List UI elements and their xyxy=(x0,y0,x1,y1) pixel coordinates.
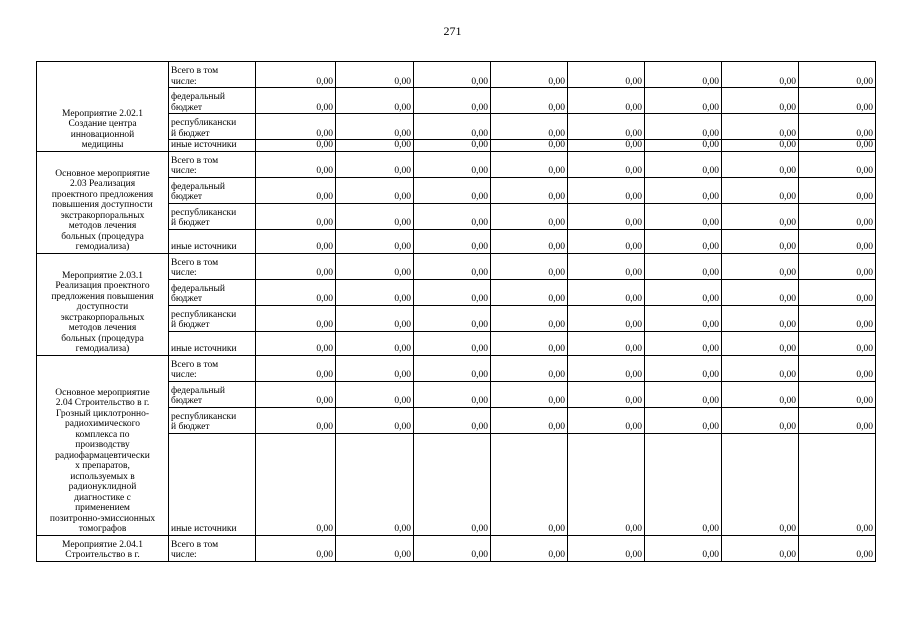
funding-source-line: й бюджет xyxy=(171,422,210,432)
amount-cell: 0,00 xyxy=(336,331,414,355)
measure-name-line: Основное мероприятие xyxy=(55,168,150,179)
funding-source-line: й бюджет xyxy=(171,218,210,228)
amount-cell: 0,00 xyxy=(414,229,491,253)
amount-cell: 0,00 xyxy=(256,433,336,535)
amount-cell: 0,00 xyxy=(799,433,876,535)
amount-cell: 0,00 xyxy=(722,203,799,229)
amount-cell: 0,00 xyxy=(491,381,568,407)
table-row xyxy=(37,535,876,561)
amount-cell: 0,00 xyxy=(799,151,876,177)
measure-name-line: гемодиализа) xyxy=(75,344,130,354)
measure-name-line: 2.04 Строительство в г. xyxy=(55,398,150,408)
amount-cell: 0,00 xyxy=(491,140,568,152)
amount-cell: 0,00 xyxy=(336,305,414,331)
amount-cell: 0,00 xyxy=(645,151,722,177)
funding-source-line: й бюджет xyxy=(171,320,210,330)
amount-cell: 0,00 xyxy=(645,114,722,140)
amount-cell: 0,00 xyxy=(722,177,799,203)
measure-name-line: Мероприятие 2.04.1 xyxy=(62,539,143,550)
amount-cell: 0,00 xyxy=(491,177,568,203)
amount-cell: 0,00 xyxy=(414,305,491,331)
amount-cell: 0,00 xyxy=(256,62,336,88)
funding-source xyxy=(169,114,256,140)
measure-name xyxy=(37,355,169,535)
amount-cell: 0,00 xyxy=(645,140,722,152)
amount-cell: 0,00 xyxy=(414,331,491,355)
measure-name xyxy=(37,535,169,561)
measure-name-line: позитронно-эмиссионных xyxy=(49,513,156,524)
measure-name-line: проектного предложения xyxy=(51,189,154,200)
funding-source xyxy=(169,355,256,381)
funding-source xyxy=(169,140,256,152)
measure-name-line: предложения повышения xyxy=(51,291,154,302)
amount-cell: 0,00 xyxy=(336,62,414,88)
funding-source-line: федеральный xyxy=(171,283,225,294)
amount-cell: 0,00 xyxy=(414,535,491,561)
measure-name-line: применением xyxy=(75,503,130,513)
amount-cell: 0,00 xyxy=(568,253,645,279)
amount-cell: 0,00 xyxy=(256,151,336,177)
measure-name-line: доступности xyxy=(76,302,129,312)
measure-name-line: больных (процедура xyxy=(61,333,144,344)
funding-source-line: Всего в том xyxy=(171,66,219,76)
funding-source-line: федеральный xyxy=(171,181,225,192)
amount-cell: 0,00 xyxy=(799,279,876,305)
amount-cell: 0,00 xyxy=(336,140,414,152)
amount-cell: 0,00 xyxy=(722,355,799,381)
amount-cell: 0,00 xyxy=(491,535,568,561)
amount-cell: 0,00 xyxy=(491,279,568,305)
amount-cell: 0,00 xyxy=(336,88,414,114)
amount-cell: 0,00 xyxy=(645,62,722,88)
measure-name-line: Грозный циклотронно- xyxy=(55,408,150,419)
funding-source-line: Всего в том xyxy=(171,155,219,166)
budget-table-body xyxy=(37,62,876,562)
measure-name-line: медицины xyxy=(81,140,124,150)
amount-cell: 0,00 xyxy=(414,433,491,535)
amount-cell: 0,00 xyxy=(491,253,568,279)
amount-cell: 0,00 xyxy=(722,305,799,331)
amount-cell: 0,00 xyxy=(256,114,336,140)
funding-source xyxy=(169,433,256,535)
funding-source xyxy=(169,407,256,433)
funding-source-line: й бюджет xyxy=(171,128,210,139)
amount-cell: 0,00 xyxy=(645,381,722,407)
amount-cell: 0,00 xyxy=(491,355,568,381)
amount-cell: 0,00 xyxy=(414,114,491,140)
amount-cell: 0,00 xyxy=(491,203,568,229)
measure-name-line: больных (процедура xyxy=(61,231,144,242)
amount-cell: 0,00 xyxy=(799,253,876,279)
funding-source-line: федеральный xyxy=(171,385,225,396)
measure-name-line: Создание центра xyxy=(68,119,137,129)
page-number: 271 xyxy=(443,24,462,38)
measure-name-line: методов лечения xyxy=(68,221,137,231)
funding-source xyxy=(169,253,256,279)
amount-cell: 0,00 xyxy=(256,355,336,381)
amount-cell: 0,00 xyxy=(414,151,491,177)
measure-name-line: радиохимического xyxy=(64,419,141,429)
funding-source-line: бюджет xyxy=(171,396,203,406)
measure-name-line: инновационной xyxy=(70,129,135,140)
amount-cell: 0,00 xyxy=(722,535,799,561)
funding-source-line: бюджет xyxy=(171,192,203,202)
amount-cell: 0,00 xyxy=(336,381,414,407)
amount-cell: 0,00 xyxy=(414,381,491,407)
amount-cell: 0,00 xyxy=(645,253,722,279)
amount-cell: 0,00 xyxy=(645,535,722,561)
amount-cell: 0,00 xyxy=(491,331,568,355)
amount-cell: 0,00 xyxy=(645,177,722,203)
funding-source-line: республикански xyxy=(171,309,237,320)
amount-cell: 0,00 xyxy=(722,331,799,355)
funding-source-line: республикански xyxy=(171,207,237,218)
amount-cell: 0,00 xyxy=(256,279,336,305)
measure-name-line: радионуклидной xyxy=(68,482,137,492)
measure-name-line: диагностике с xyxy=(74,492,131,503)
amount-cell: 0,00 xyxy=(491,305,568,331)
amount-cell: 0,00 xyxy=(722,407,799,433)
amount-cell: 0,00 xyxy=(336,177,414,203)
amount-cell: 0,00 xyxy=(414,62,491,88)
amount-cell: 0,00 xyxy=(568,151,645,177)
table-row xyxy=(37,62,876,88)
amount-cell: 0,00 xyxy=(336,433,414,535)
amount-cell: 0,00 xyxy=(256,331,336,355)
amount-cell: 0,00 xyxy=(414,253,491,279)
amount-cell: 0,00 xyxy=(568,407,645,433)
funding-source-line: числе: xyxy=(171,550,197,560)
funding-source xyxy=(169,203,256,229)
amount-cell: 0,00 xyxy=(336,355,414,381)
amount-cell: 0,00 xyxy=(645,355,722,381)
funding-source-line: республикански xyxy=(171,118,237,128)
measure-name-line: радиофармацевтически xyxy=(55,450,150,461)
measure-name-line: комплекса по xyxy=(75,429,130,440)
funding-source-line: Всего в том xyxy=(171,539,219,550)
amount-cell: 0,00 xyxy=(568,381,645,407)
funding-source-line: иные источники xyxy=(171,344,237,354)
amount-cell: 0,00 xyxy=(568,88,645,114)
amount-cell: 0,00 xyxy=(491,62,568,88)
amount-cell: 0,00 xyxy=(256,88,336,114)
amount-cell: 0,00 xyxy=(799,355,876,381)
funding-source xyxy=(169,535,256,561)
amount-cell: 0,00 xyxy=(336,114,414,140)
amount-cell: 0,00 xyxy=(645,305,722,331)
amount-cell: 0,00 xyxy=(336,535,414,561)
amount-cell: 0,00 xyxy=(336,151,414,177)
funding-source-line: Всего в том xyxy=(171,257,219,268)
funding-source xyxy=(169,279,256,305)
amount-cell: 0,00 xyxy=(491,433,568,535)
amount-cell: 0,00 xyxy=(491,407,568,433)
funding-source xyxy=(169,177,256,203)
amount-cell: 0,00 xyxy=(568,355,645,381)
measure-name-line: гемодиализа) xyxy=(75,242,130,252)
funding-source xyxy=(169,88,256,114)
amount-cell: 0,00 xyxy=(414,203,491,229)
amount-cell: 0,00 xyxy=(491,151,568,177)
amount-cell: 0,00 xyxy=(799,535,876,561)
measure-name-line: экстракорпоральных xyxy=(60,210,145,221)
amount-cell: 0,00 xyxy=(256,177,336,203)
amount-cell: 0,00 xyxy=(722,433,799,535)
amount-cell: 0,00 xyxy=(799,62,876,88)
measure-name xyxy=(37,151,169,253)
amount-cell: 0,00 xyxy=(336,407,414,433)
funding-source xyxy=(169,331,256,355)
funding-source xyxy=(169,381,256,407)
table-row xyxy=(37,355,876,381)
amount-cell: 0,00 xyxy=(645,203,722,229)
amount-cell: 0,00 xyxy=(799,140,876,152)
amount-cell: 0,00 xyxy=(568,62,645,88)
measure-name-line: повышения доступности xyxy=(52,200,153,210)
measure-name-line: томографов xyxy=(78,524,127,534)
amount-cell: 0,00 xyxy=(568,229,645,253)
funding-source-line: числе: xyxy=(171,370,197,380)
funding-source-line: республикански xyxy=(171,411,237,422)
amount-cell: 0,00 xyxy=(568,177,645,203)
funding-source-line: иные источники xyxy=(171,140,237,150)
amount-cell: 0,00 xyxy=(256,140,336,152)
amount-cell: 0,00 xyxy=(799,305,876,331)
amount-cell: 0,00 xyxy=(722,381,799,407)
measure-name-line: Основное мероприятие xyxy=(55,387,150,398)
amount-cell: 0,00 xyxy=(336,253,414,279)
amount-cell: 0,00 xyxy=(568,203,645,229)
amount-cell: 0,00 xyxy=(414,407,491,433)
funding-source xyxy=(169,229,256,253)
amount-cell: 0,00 xyxy=(645,331,722,355)
amount-cell: 0,00 xyxy=(722,279,799,305)
amount-cell: 0,00 xyxy=(799,114,876,140)
amount-cell: 0,00 xyxy=(414,88,491,114)
amount-cell: 0,00 xyxy=(256,407,336,433)
amount-cell: 0,00 xyxy=(568,140,645,152)
amount-cell: 0,00 xyxy=(414,140,491,152)
measure-name-line: Строительство в г. xyxy=(65,550,140,560)
amount-cell: 0,00 xyxy=(799,381,876,407)
amount-cell: 0,00 xyxy=(799,229,876,253)
amount-cell: 0,00 xyxy=(645,88,722,114)
amount-cell: 0,00 xyxy=(414,355,491,381)
budget-table xyxy=(36,61,876,562)
amount-cell: 0,00 xyxy=(722,88,799,114)
amount-cell: 0,00 xyxy=(414,177,491,203)
amount-cell: 0,00 xyxy=(568,535,645,561)
amount-cell: 0,00 xyxy=(336,229,414,253)
amount-cell: 0,00 xyxy=(645,433,722,535)
funding-source-line: иные источники xyxy=(171,524,237,534)
measure-name xyxy=(37,62,169,152)
amount-cell: 0,00 xyxy=(722,114,799,140)
amount-cell: 0,00 xyxy=(568,305,645,331)
amount-cell: 0,00 xyxy=(336,203,414,229)
amount-cell: 0,00 xyxy=(256,229,336,253)
amount-cell: 0,00 xyxy=(568,279,645,305)
amount-cell: 0,00 xyxy=(722,62,799,88)
amount-cell: 0,00 xyxy=(256,203,336,229)
amount-cell: 0,00 xyxy=(722,140,799,152)
amount-cell: 0,00 xyxy=(799,177,876,203)
funding-source-line: числе: xyxy=(171,268,197,278)
amount-cell: 0,00 xyxy=(645,407,722,433)
amount-cell: 0,00 xyxy=(799,331,876,355)
amount-cell: 0,00 xyxy=(256,305,336,331)
measure-name-line: 2.03 Реализация xyxy=(69,179,136,189)
funding-source xyxy=(169,62,256,88)
measure-name-line: Реализация проектного xyxy=(55,281,150,291)
amount-cell: 0,00 xyxy=(645,279,722,305)
funding-source-line: бюджет xyxy=(171,102,203,113)
measure-name-line: используемых в xyxy=(70,471,135,482)
measure-name-line: методов лечения xyxy=(68,323,137,333)
amount-cell: 0,00 xyxy=(414,279,491,305)
amount-cell: 0,00 xyxy=(491,114,568,140)
funding-source-line: числе: xyxy=(171,76,197,87)
amount-cell: 0,00 xyxy=(799,203,876,229)
amount-cell: 0,00 xyxy=(722,229,799,253)
measure-name-line: х препаратов, xyxy=(75,461,130,471)
funding-source-line: бюджет xyxy=(171,294,203,304)
amount-cell: 0,00 xyxy=(645,229,722,253)
amount-cell: 0,00 xyxy=(722,151,799,177)
measure-name-line: Мероприятие 2.03.1 xyxy=(62,270,143,281)
amount-cell: 0,00 xyxy=(491,229,568,253)
table-row xyxy=(37,253,876,279)
funding-source-line: федеральный xyxy=(171,92,225,102)
amount-cell: 0,00 xyxy=(256,253,336,279)
funding-source xyxy=(169,305,256,331)
funding-source-line: числе: xyxy=(171,166,197,176)
funding-source-line: иные источники xyxy=(171,242,237,252)
measure-name xyxy=(37,253,169,355)
measure-name-line: Мероприятие 2.02.1 xyxy=(62,108,143,119)
amount-cell: 0,00 xyxy=(336,279,414,305)
amount-cell: 0,00 xyxy=(568,114,645,140)
measure-name-line: экстракорпоральных xyxy=(60,312,145,323)
amount-cell: 0,00 xyxy=(256,381,336,407)
amount-cell: 0,00 xyxy=(799,88,876,114)
amount-cell: 0,00 xyxy=(722,253,799,279)
amount-cell: 0,00 xyxy=(568,331,645,355)
amount-cell: 0,00 xyxy=(491,88,568,114)
measure-name-line: производству xyxy=(75,440,130,450)
amount-cell: 0,00 xyxy=(256,535,336,561)
amount-cell: 0,00 xyxy=(568,433,645,535)
amount-cell: 0,00 xyxy=(799,407,876,433)
funding-source-line: Всего в том xyxy=(171,359,219,370)
table-row xyxy=(37,151,876,177)
funding-source xyxy=(169,151,256,177)
